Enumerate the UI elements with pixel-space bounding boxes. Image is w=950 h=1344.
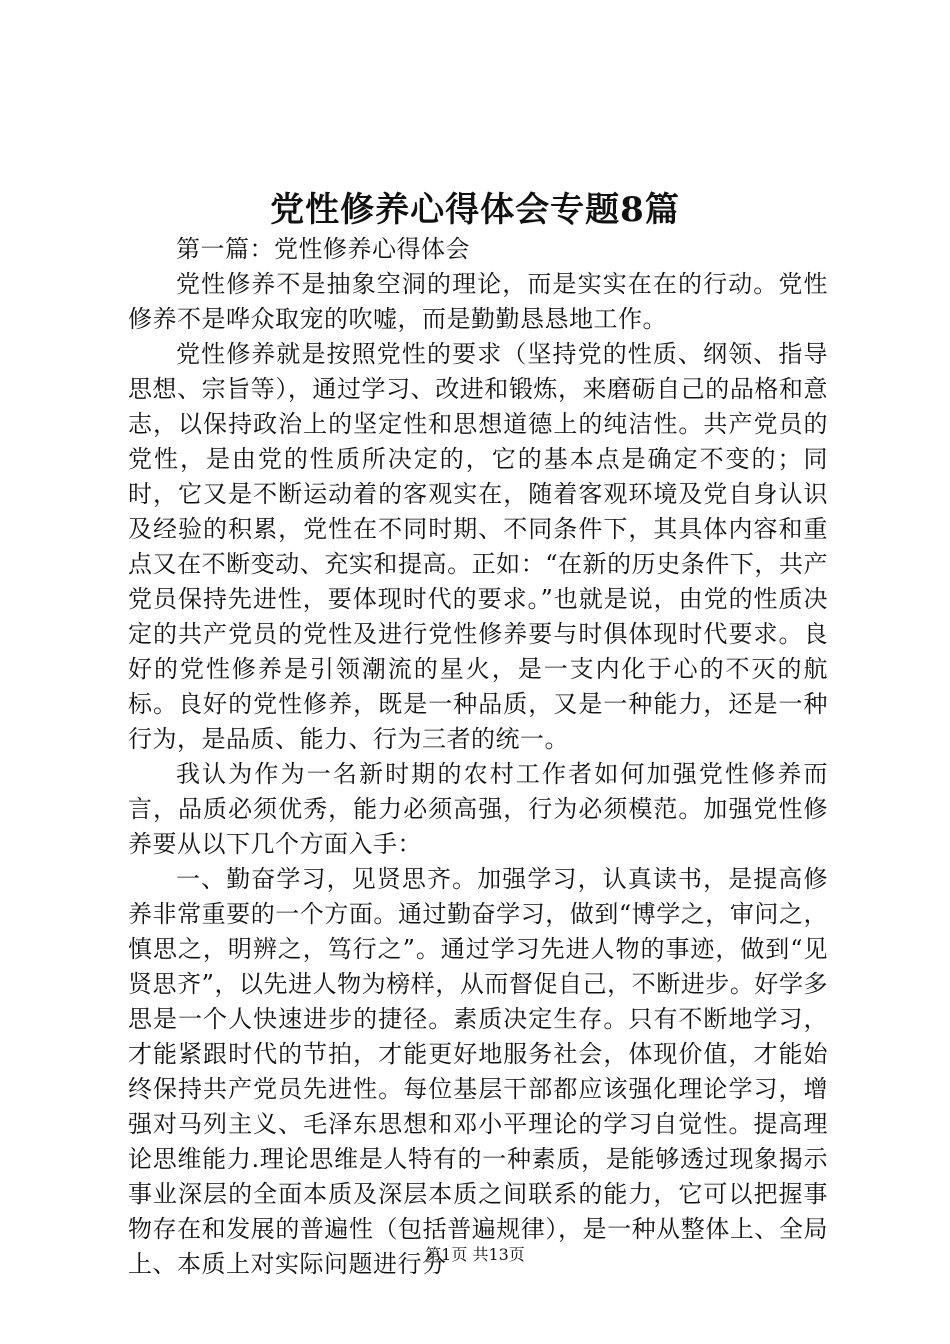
document-title: 党性修养心得体会专题8篇 — [270, 190, 680, 230]
paragraph-2: 党性修养就是按照党性的要求（坚持党的性质、纲领、指导思想、宗旨等），通过学习、改进和锻炼，来磨砺自己的品格和意志，以保持政治上的坚定性和思想道德上的纯洁性。共产党员的党性，是由党的性质所决定的，它的基本点是确定不变的；同时，它又是不断运动着的客观实在，随着客观环境及党自身认识及经验的积累，党性在不同时期、不同条件下，其具体内容和重点又在不断变动、充实和提高。正如：“在新的历史条件下，共产党员保持先进性，要体现时代的要求。”也就是说，由党的性质决定的共产党员的党性及进行党性修养要与时俱体现时代要求。良好的党性修养是引领潮流的星火，是一支内化于心的不灭的航标。良好的党性修养，既是一种品质，又是一种能力，还是一种行为，是品质、能力、行为三者的统一。 — [128, 340, 828, 753]
section-heading: 第一篇：党性修养心得体会 — [176, 235, 470, 263]
paragraph-4: 一、勤奋学习，见贤思齐。加强学习，认真读书，是提高修养非常重要的一个方面。通过勤奋学习，做到“博学之，审问之，慎思之，明辨之，笃行之”。通过学习先进人物的事迹，做到“见贤思齐”，以先进人物为榜样，从而督促自己，不断进步。好学多思是一个人快速进步的捷径。素质决定生存。只有不断地学习，才能紧跟时代的节拍，才能更好地服务社会，体现价值，才能始终保持共产党员先进性。每位基层干部都应该强化理论学习，增强对马列主义、毛泽东思想和邓小平理论的学习自觉性。提高理论思维能力.理论思维是人特有的一种素质，是能够透过现象揭示事业深层的全面本质及深层本质之间联系的能力，它可以把握事物存在和发展的普遍性（包括普遍规律），是一种从整体上、全局上、本质上对实际问题进行分 — [128, 865, 828, 1278]
page-footer: 第1页 共13页 — [425, 1245, 525, 1264]
paragraph-1: 党性修养不是抽象空洞的理论，而是实实在在的行动。党性修养不是哗众取宠的吹嘘，而是勤勤恳恳地工作。 — [128, 270, 828, 333]
document-body — [128, 232, 828, 1282]
paragraph-3: 我认为作为一名新时期的农村工作者如何加强党性修养而言，品质必须优秀，能力必须高强，行为必须模范。加强党性修养要从以下几个方面入手： — [128, 760, 828, 858]
